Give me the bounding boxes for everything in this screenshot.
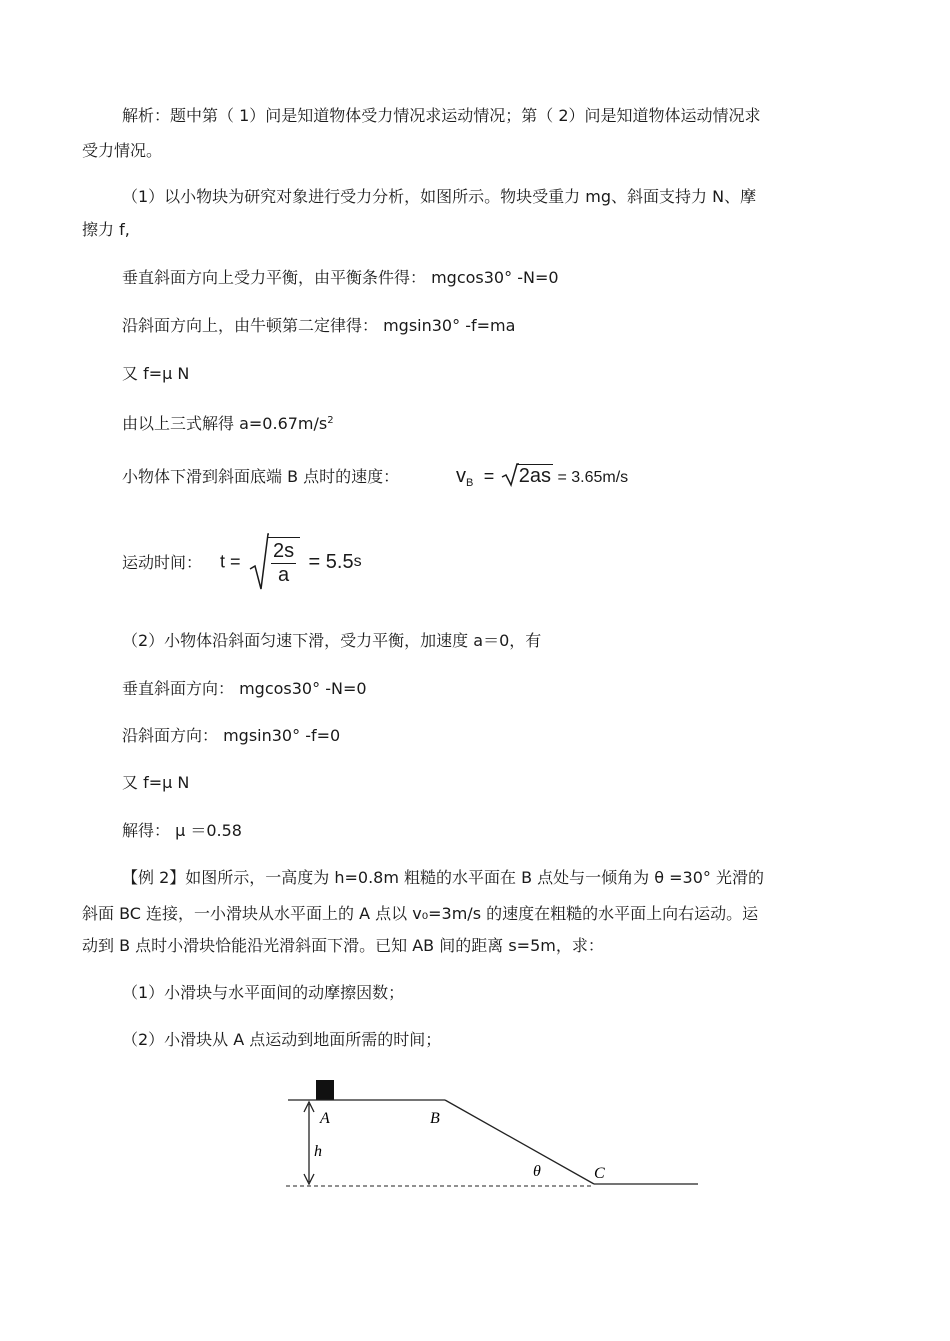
analysis-line-2: 受力情况。 [82,141,163,160]
block [316,1080,334,1100]
label-h: h [314,1143,322,1160]
label-c: C [594,1165,605,1182]
example-2-line-2: 斜面 BC 连接，一小滑块从水平面上的 A 点以 v₀=3m/s 的速度在粗糙的水平面上向右运动。运 [82,904,759,923]
example-2-question-1: （1）小滑块与水平面间的动摩擦因数； [122,983,405,1002]
sqrt-large-icon [249,533,269,591]
time-denominator: a [277,564,290,586]
q2-intro: （2）小物体沿斜面匀速下滑，受力平衡，加速度 a＝0，有 [122,631,542,650]
example-2-line-3: 动到 B 点时小滑块恰能沿光滑斜面下滑。已知 AB 间的距离 s=5m，求： [82,936,604,955]
time-label: 运动时间： [122,553,203,572]
velocity-radicand: 2as [518,465,552,487]
velocity-subscript: B [466,477,474,489]
q2-equation-along: 沿斜面方向： mgsin30° -f=0 [122,726,341,745]
acceleration-text: 由以上三式解得 a=0.67m/s [122,414,328,433]
velocity-equals: = [483,466,495,486]
label-a: A [320,1110,330,1127]
time-formula [220,533,362,591]
velocity-label: 小物体下滑到斜面底端 B 点时的速度： [122,467,400,486]
equation-perpendicular: 垂直斜面方向上受力平衡，由平衡条件得： mgcos30° -N=0 [122,268,559,287]
q1-intro-line-2: 擦力 f, [82,220,130,239]
time-unit: s [353,553,362,570]
q2-equation-friction: 又 f=μ N [122,773,190,792]
q2-solution: 解得： μ ＝0.58 [122,821,242,840]
velocity-symbol: v [456,465,466,487]
acceleration-result [122,411,334,434]
velocity-formula [456,463,628,489]
q2-equation-perpendicular: 垂直斜面方向： mgcos30° -N=0 [122,679,367,698]
analysis-line-1: 解析：题中第（ 1）问是知道物体受力情况求运动情况；第（ 2）问是知道物体运动情况求 [122,106,761,125]
label-b: B [430,1110,440,1127]
example-2-line-1: 【例 2】如图所示，一高度为 h=0.8m 粗糙的水平面在 B 点处与一倾角为 θ =30° 光滑的 [122,868,764,887]
time-fraction [267,537,300,587]
equation-along-slope: 沿斜面方向上，由牛顿第二定律得： mgsin30° -f=ma [122,316,516,335]
example-2-question-2: （2）小滑块从 A 点运动到地面所需的时间； [122,1030,442,1049]
time-variable: t = [220,551,241,572]
acceleration-exponent: 2 [327,415,334,426]
label-theta: θ [533,1163,541,1180]
velocity-result: = 3.65m/s [557,469,629,486]
time-numerator: 2s [272,540,295,562]
time-result: = 5.5 [308,550,354,573]
incline-diagram [0,1070,950,1220]
q1-intro-line-1: （1）以小物块为研究对象进行受力分析，如图所示。物块受重力 mg、斜面支持力 N、摩 [122,187,757,206]
equation-friction: 又 f=μ N [122,364,190,383]
incline-surface [445,1100,594,1184]
